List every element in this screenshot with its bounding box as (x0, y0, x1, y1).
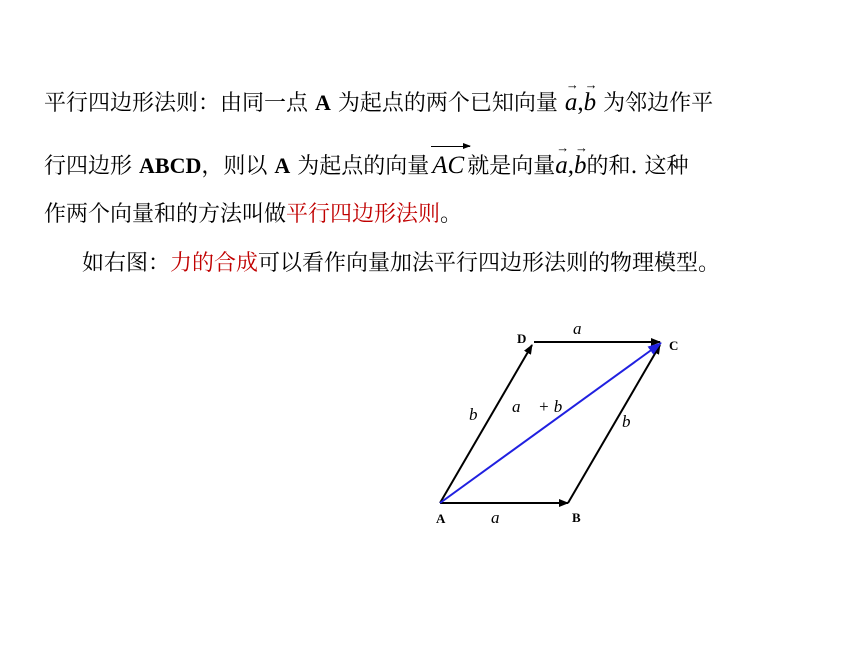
text-segment: 就是向量 (467, 154, 556, 179)
text-segment: 如右图： (82, 251, 171, 276)
text-segment: 为起点的向量 (297, 154, 430, 179)
label-right-b: b⃗ (622, 412, 644, 431)
point-a: A (436, 511, 446, 526)
paragraph-line-4 (82, 249, 720, 279)
label-bottom-a: a⃗ (491, 508, 513, 527)
label-left-b: b⃗ (469, 405, 491, 424)
point-a-label: A (315, 90, 331, 115)
text-segment: 行四边形 (44, 154, 133, 179)
text-segment: ，则以 (201, 154, 268, 179)
point-a-label: A (274, 153, 291, 178)
vector-a: → a (555, 140, 570, 179)
text-segment: 为起点的两个已知向量 (337, 91, 558, 116)
vector-comma: , (567, 152, 574, 179)
vector-ac: AC (432, 147, 464, 181)
text-segment: 作两个向量和的方法叫做 (44, 202, 287, 227)
edge-ad (440, 345, 532, 503)
point-b: B (572, 510, 581, 525)
paragraph-line-1 (44, 77, 714, 119)
label-top-a: a⃗ (573, 319, 595, 338)
vector-comma: , (577, 89, 584, 116)
highlight-term: 平行四边形法则 (286, 202, 441, 227)
paragraph-line-2 (44, 140, 689, 182)
text-segment: 为邻边作平 (603, 91, 714, 116)
text-segment: 可以看作向量加法平行四边形法则的物理模型。 (258, 251, 721, 276)
vector-a: → a (564, 77, 579, 116)
point-d: D (517, 331, 527, 346)
vector-b: → b (583, 77, 598, 116)
label-diagonal-sum: a⃗ + b⃗ (512, 397, 576, 416)
abcd-label: ABCD (139, 153, 202, 178)
point-c: C (669, 338, 679, 353)
text-segment: 。 (440, 202, 463, 227)
text-segment: 平行四边形法则：由同一点 (44, 91, 309, 116)
parallelogram-diagram (428, 310, 698, 535)
paragraph-line-3 (44, 200, 462, 230)
text-segment: 的和. 这种 (586, 154, 689, 179)
vector-b: → b (574, 140, 588, 179)
edge-bc (568, 345, 660, 503)
highlight-term: 力的合成 (170, 251, 259, 276)
